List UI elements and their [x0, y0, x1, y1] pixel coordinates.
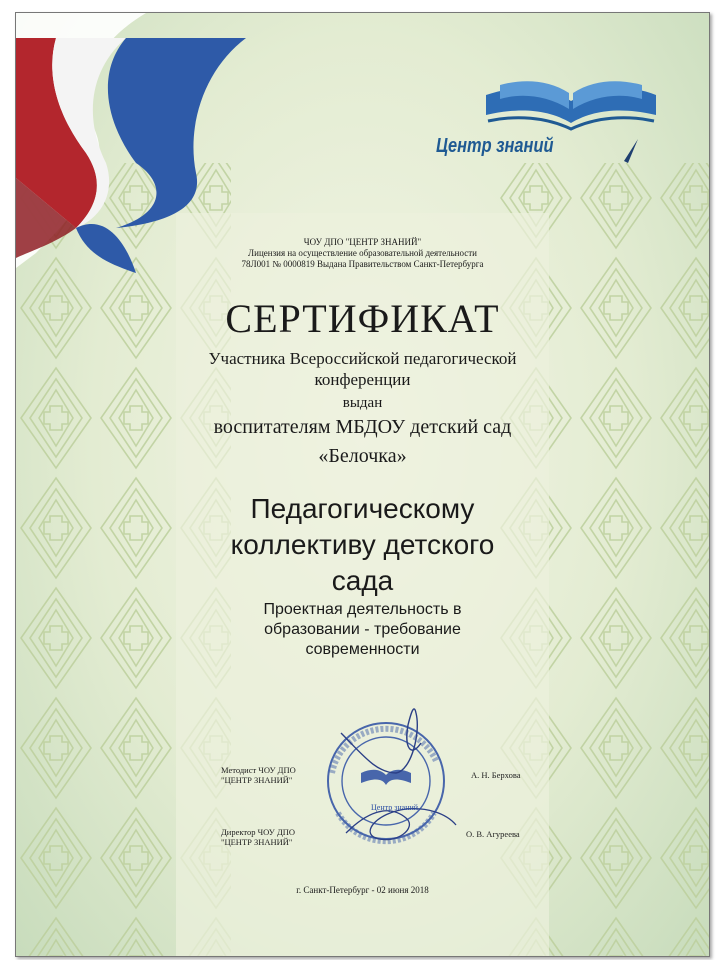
topic-line2: образовании - требование — [264, 621, 461, 638]
place-date: г. Санкт-Петербург - 02 июня 2018 — [296, 885, 429, 895]
stamp-text: Центр знаний — [371, 803, 419, 812]
director-name: О. В. Агуреева — [466, 829, 520, 839]
organization-info — [16, 237, 709, 270]
director-role-line1: Директор ЧОУ ДПО — [221, 827, 296, 837]
director-role-line2: "ЦЕНТР ЗНАНИЙ" — [221, 837, 293, 847]
methodist-name: А. Н. Берхова — [471, 770, 521, 780]
org-license-number: 78Л001 № 0000819 Выдана Правительством Санкт-Петербурга — [241, 259, 484, 269]
participant-line2: конференции — [314, 370, 411, 389]
certificate-background — [16, 13, 709, 956]
topic-line3: современности — [305, 641, 420, 658]
kindergarten-name: «Белочка» — [318, 445, 407, 467]
award-line3: сада — [331, 565, 394, 596]
issued-label: выдан — [342, 395, 383, 411]
org-license: Лицензия на осуществление образовательной деятельности — [248, 248, 477, 258]
topic-line1: Проектная деятельность в — [263, 601, 462, 618]
org-name: ЧОУ ДПО "ЦЕНТР ЗНАНИЙ" — [303, 237, 422, 247]
quill-icon — [624, 139, 638, 163]
award-line1: Педагогическому — [250, 493, 475, 524]
director-role — [221, 827, 295, 847]
award-line2: коллективу детского — [230, 529, 495, 560]
book-logo-icon — [486, 81, 656, 129]
logo-text: Центр знаний — [436, 135, 554, 157]
recipients-text: воспитателям МБДОУ детский сад — [213, 416, 512, 438]
certificate-page — [15, 12, 710, 957]
participant-line1: Участника Всероссийской педагогической — [208, 349, 517, 368]
methodist-role — [221, 765, 296, 785]
certificate-title: СЕРТИФИКАТ — [225, 296, 500, 341]
methodist-role-line1: Методист ЧОУ ДПО — [221, 765, 296, 775]
methodist-role-line2: "ЦЕНТР ЗНАНИЙ" — [221, 775, 293, 785]
